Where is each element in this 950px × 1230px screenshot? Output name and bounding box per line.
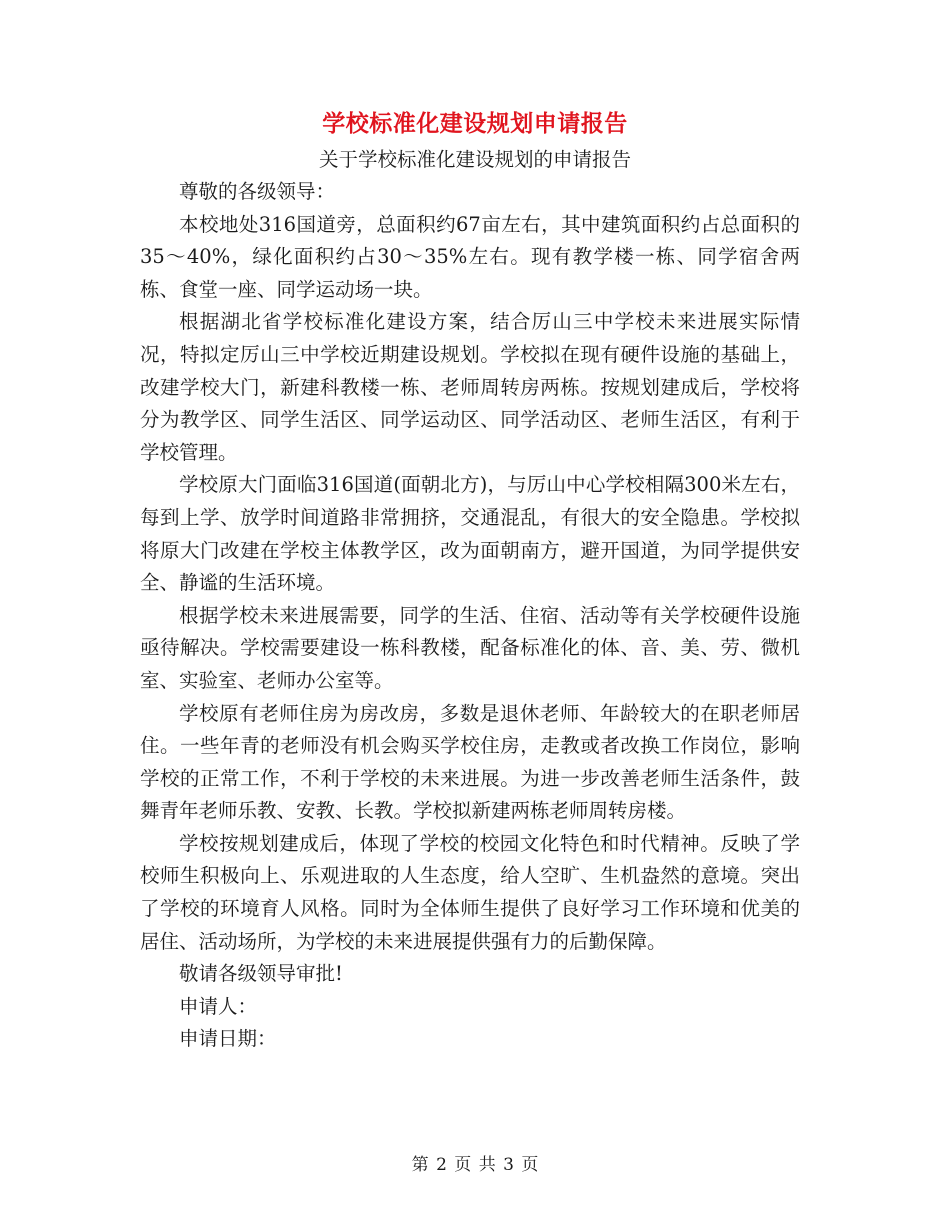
paragraph-housing: 学校原有老师住房为房改房，多数是退休老师、年龄较大的在职老师居住。一些年青的老师没有机会购买学校住房，走教或者改换工作岗位，影响学校的正常工作，不利于学校的未来进展。为进一步改善老师生活条件，鼓舞青年老师乐教、安教、长教。学校拟新建两栋老师周转房楼。 — [140, 701, 800, 823]
paragraph-building: 根据学校未来进展需要，同学的生活、住宿、活动等有关学校硬件设施亟待解决。学校需要建设一栋科教楼，配备标准化的体、音、美、劳、微机室、实验室、老师办公室等。 — [140, 603, 800, 692]
paragraph-plan: 根据湖北省学校标准化建设方案，结合厉山三中学校未来进展实际情况，特拟定厉山三中学校近期建设规划。学校拟在现有硬件设施的基础上，改建学校大门，新建科教楼一栋、老师周转房两栋。按规划建成后，学校将分为教学区、同学生活区、同学运动区、同学活动区、老师生活区，有利于学校管理。 — [140, 310, 800, 464]
document-body — [140, 176, 800, 1056]
paragraph-summary: 学校按规划建成后，体现了学校的校园文化特色和时代精神。反映了学校师生积极向上、乐观进取的人生态度，给人空旷、生机盎然的意境。突出了学校的环境育人风格。同时为全体师生提供了良好学习工作环境和优美的居住、活动场所，为学校的未来进展提供强有力的后勤保障。 — [140, 831, 800, 953]
closing-request: 敬请各级领导审批! — [179, 962, 343, 986]
paragraph-overview: 本校地处316国道旁，总面积约67亩左右，其中建筑面积约占总面积的35～40%，绿化面积约占30～35%左右。现有教学楼一栋、同学宿舍两栋、食堂一座、同学运动场一块。 — [140, 212, 800, 301]
document-subtitle: 关于学校标准化建设规划的申请报告 — [318, 148, 631, 171]
document-title: 学校标准化建设规划申请报告 — [322, 111, 628, 137]
application-date-line: 申请日期： — [179, 1027, 277, 1051]
paragraph-gate: 学校原大门面临316国道(面朝北方)，与厉山中心学校相隔300米左右，每到上学、放学时间道路非常拥挤，交通混乱，有很大的安全隐患。学校拟将原大门改建在学校主体教学区，改为面朝南方，避开国道，为同学提供安全、静谧的生活环境。 — [140, 473, 800, 595]
page-number-footer: 第 2 页 共 3 页 — [411, 1155, 539, 1175]
salutation: 尊敬的各级领导： — [179, 180, 336, 203]
applicant-line: 申请人： — [179, 994, 258, 1018]
